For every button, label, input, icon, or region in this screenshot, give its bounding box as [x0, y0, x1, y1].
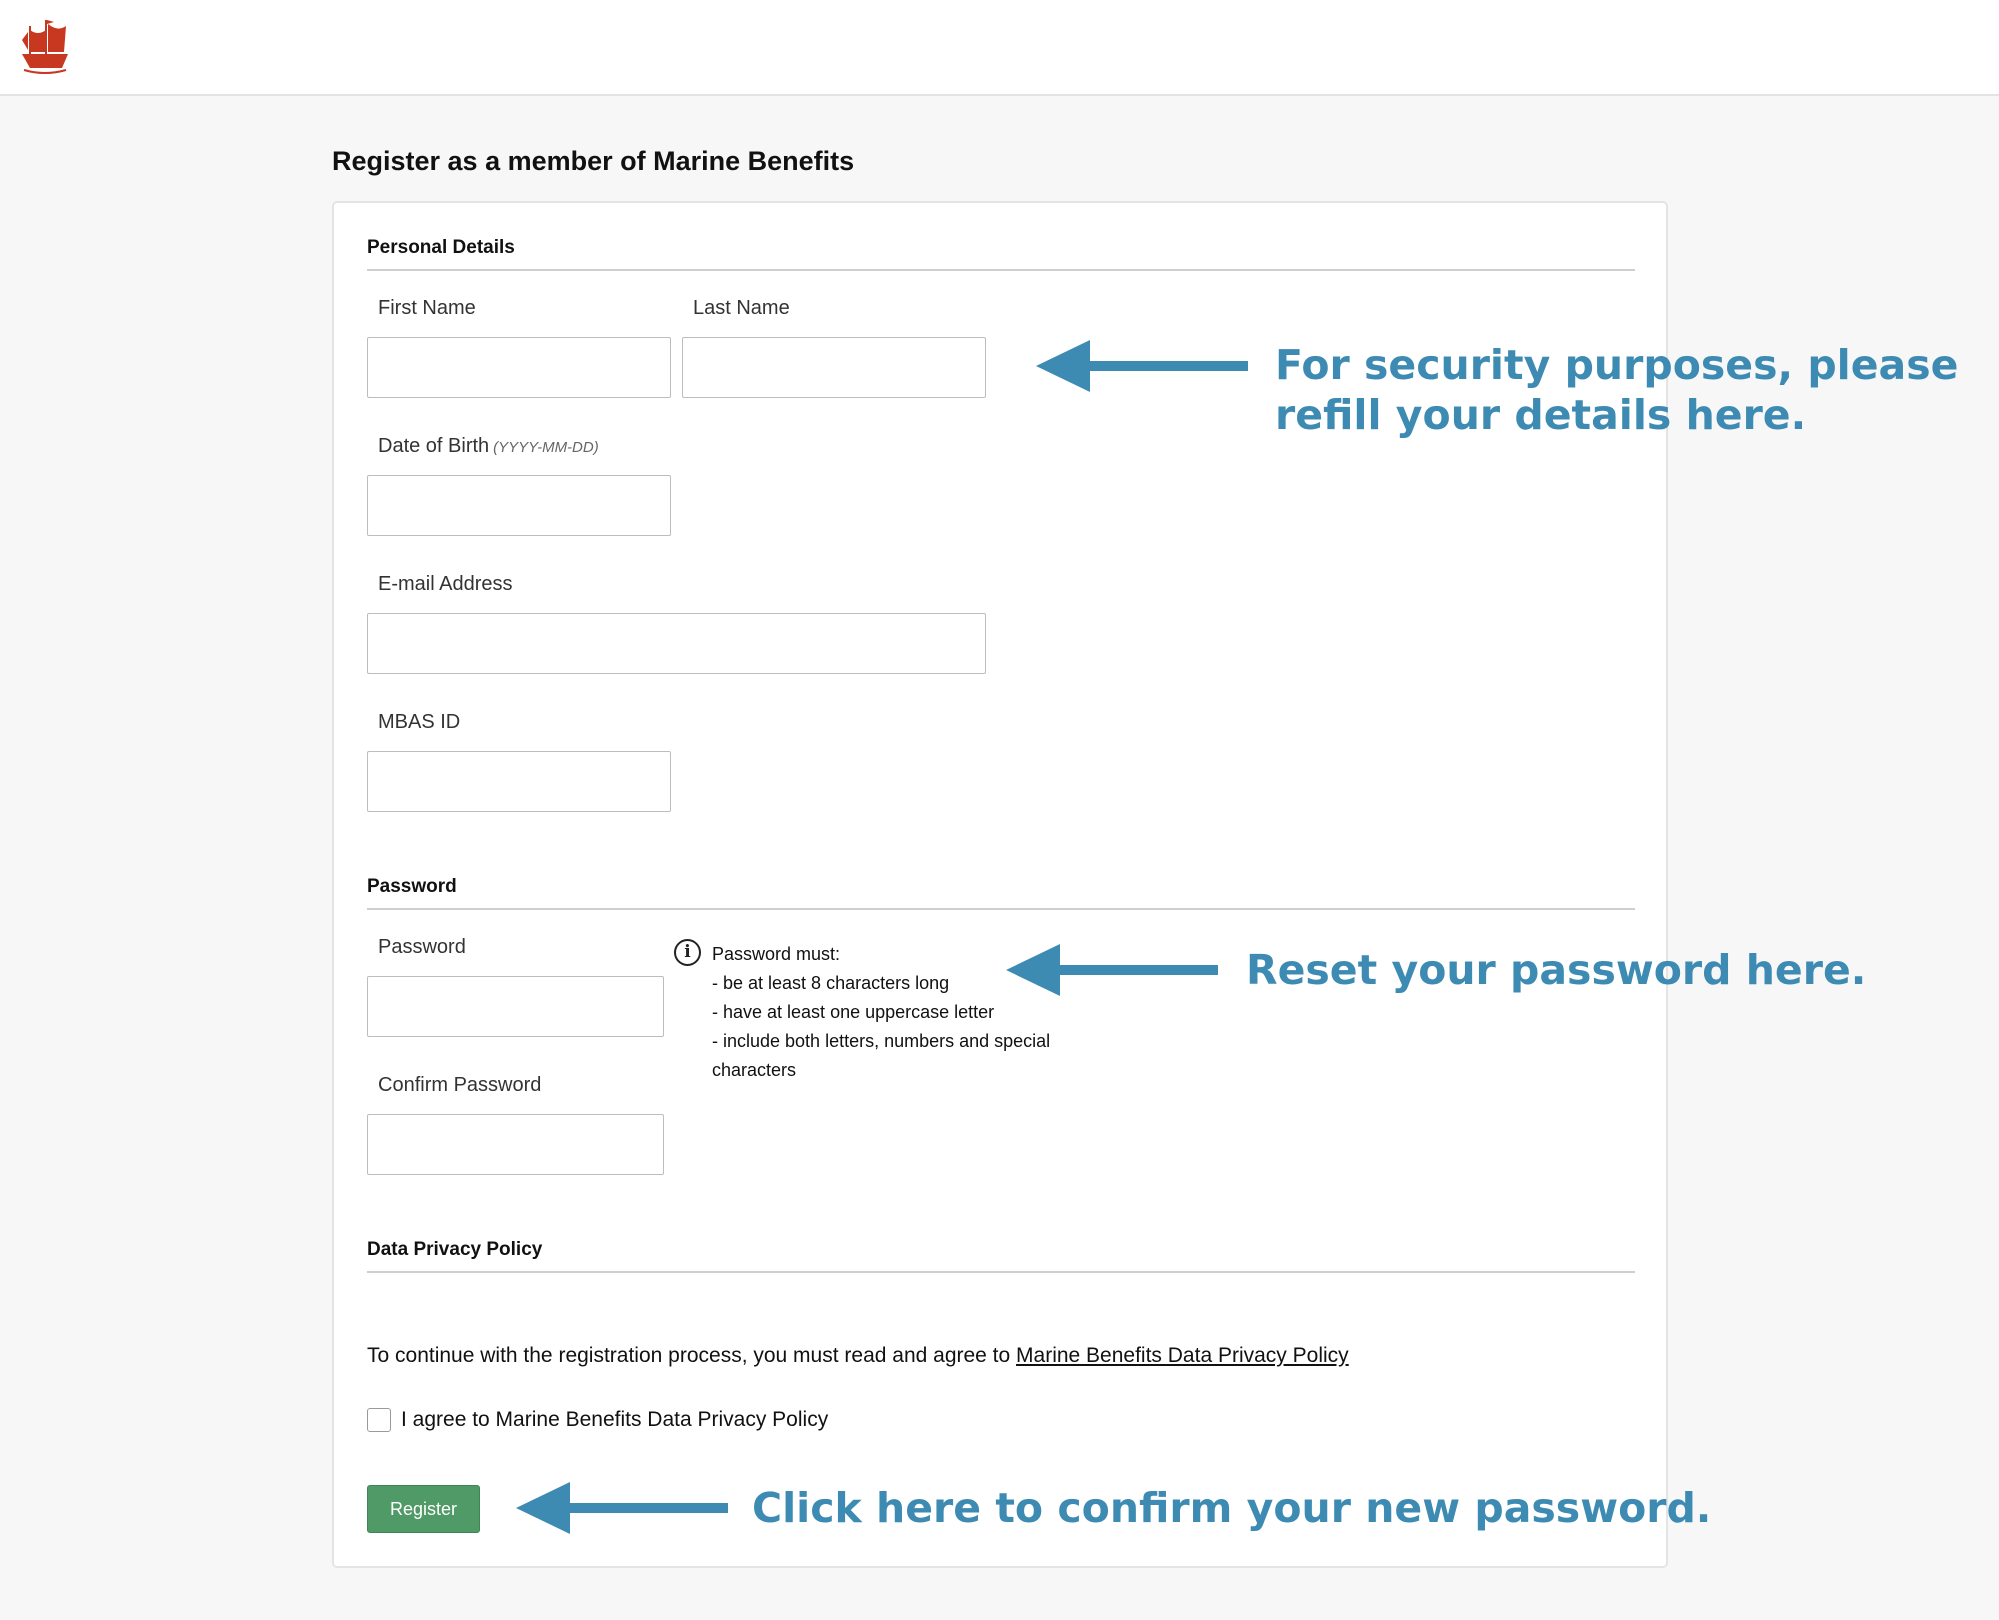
- privacy-policy-link[interactable]: Marine Benefits Data Privacy Policy: [1016, 1344, 1349, 1367]
- password-heading: Password: [367, 876, 457, 897]
- annotation-security-line1: For security purposes, please: [1275, 341, 1959, 389]
- dob-label-text: Date of Birth: [378, 435, 490, 457]
- first-name-input[interactable]: [367, 337, 671, 398]
- annotation-security: [1275, 340, 1958, 440]
- password-rule: - include both letters, numbers and special: [712, 1031, 1051, 1051]
- arrow-left-icon: [1036, 338, 1248, 394]
- password-rules-heading: Password must:: [712, 944, 841, 964]
- divider: [367, 908, 1635, 910]
- arrow-left-icon: [1006, 942, 1218, 998]
- last-name-input[interactable]: [682, 337, 986, 398]
- page-title: Register as a member of Marine Benefits: [332, 146, 855, 176]
- divider: [367, 1271, 1635, 1273]
- mbas-id-label: MBAS ID: [378, 711, 461, 733]
- password-label: Password: [378, 936, 466, 958]
- dob-input[interactable]: [367, 475, 671, 536]
- email-input[interactable]: [367, 613, 986, 674]
- agree-label[interactable]: I agree to Marine Benefits Data Privacy Policy: [401, 1408, 829, 1431]
- annotation-confirm: Click here to confirm your new password.: [752, 1484, 1712, 1532]
- mbas-id-input[interactable]: [367, 751, 671, 812]
- confirm-password-label: Confirm Password: [378, 1074, 542, 1096]
- password-rule: - have at least one uppercase letter: [712, 1002, 995, 1022]
- arrow-left-icon: [516, 1480, 728, 1536]
- agree-row[interactable]: [367, 1407, 828, 1433]
- top-bar: [0, 0, 1999, 96]
- info-icon: i: [674, 939, 701, 966]
- annotation-reset-password: Reset your password here.: [1246, 946, 1867, 994]
- password-input[interactable]: [367, 976, 664, 1037]
- dob-label: [378, 435, 599, 458]
- privacy-heading: Data Privacy Policy: [367, 1239, 543, 1260]
- first-name-label: First Name: [378, 297, 476, 319]
- ship-logo-icon[interactable]: [18, 18, 72, 74]
- personal-details-heading: Personal Details: [367, 237, 515, 258]
- annotation-security-line2: refill your details here.: [1275, 391, 1807, 439]
- privacy-notice-text: To continue with the registration process, you must read and agree to: [367, 1344, 1017, 1367]
- confirm-password-input[interactable]: [367, 1114, 664, 1175]
- privacy-notice: [367, 1344, 1349, 1368]
- register-button[interactable]: Register: [367, 1485, 480, 1533]
- last-name-label: Last Name: [693, 297, 790, 319]
- agree-checkbox[interactable]: [367, 1408, 391, 1432]
- divider: [367, 269, 1635, 271]
- email-label: E-mail Address: [378, 573, 513, 595]
- password-rule: - be at least 8 characters long: [712, 973, 950, 993]
- password-rule: characters: [712, 1060, 797, 1080]
- dob-format-hint: (YYYY-MM-DD): [493, 439, 599, 456]
